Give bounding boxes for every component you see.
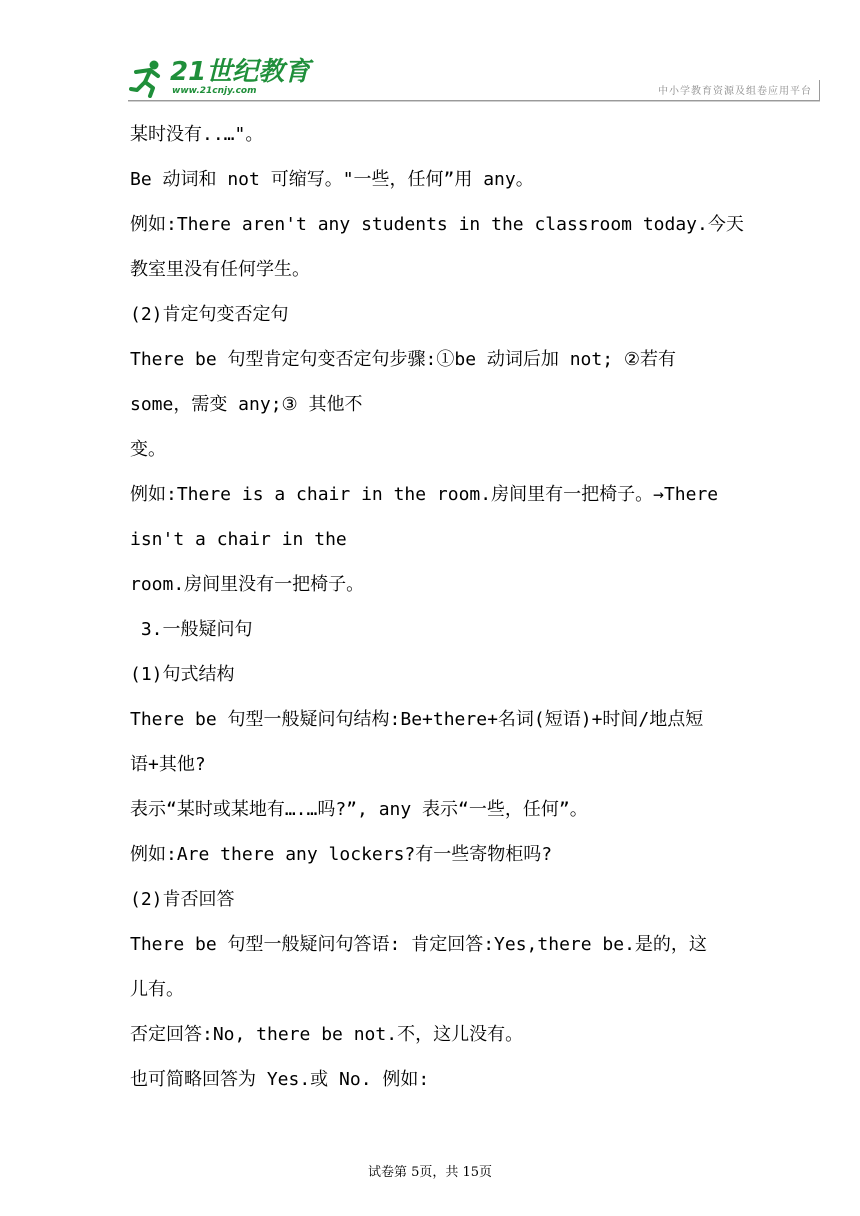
header-tagline: 中小学教育资源及组卷应用平台	[658, 86, 812, 97]
text-line: There be 句型一般疑问句结构:Be+there+名词(短语)+时间/地点短	[130, 709, 704, 730]
logo-text: 21世纪教育	[170, 57, 311, 87]
header-divider	[128, 100, 820, 102]
text-line: 例如:Are there any lockers?有一些寄物柜吗?	[130, 844, 553, 865]
logo-url: www.21cnjy.com	[172, 86, 257, 96]
header-divider-tick	[819, 80, 820, 100]
page-header	[128, 56, 820, 104]
text-line: some，需变 any;③ 其他不	[130, 394, 363, 415]
text-line: 儿有。	[130, 979, 184, 1000]
text-line: 表示“某时或某地有….…吗?”, any 表示“一些，任何”。	[130, 799, 588, 820]
section-heading: (2)肯定句变否定句	[130, 304, 289, 325]
text-line: isn't a chair in the	[130, 529, 347, 550]
runner-logo-icon	[128, 58, 168, 98]
site-logo[interactable]	[128, 56, 311, 100]
text-line: 某时没有..…"。	[130, 124, 264, 145]
section-heading: (2)肯否回答	[130, 889, 235, 910]
text-line: 也可简略回答为 Yes.或 No. 例如:	[130, 1069, 430, 1090]
text-line: Be 动词和 not 可缩写。"一些，任何”用 any。	[130, 169, 534, 190]
text-line: 例如:There aren't any students in the classroom today.今天	[130, 214, 744, 235]
section-heading: (1)句式结构	[130, 664, 235, 685]
text-line: room.房间里没有一把椅子。	[130, 574, 365, 595]
document-body	[130, 112, 744, 1102]
section-heading: 3.一般疑问句	[130, 619, 253, 640]
text-line: 例如:There is a chair in the room.房间里有一把椅子。→There	[130, 484, 719, 505]
text-line: 教室里没有任何学生。	[130, 259, 310, 280]
text-line: 否定回答:No, there be not.不，这儿没有。	[130, 1024, 524, 1045]
text-line: There be 句型肯定句变否定句步骤:①be 动词后加 not; ②若有	[130, 349, 677, 370]
page-number: 试卷第 5页，共 15页	[367, 1165, 493, 1180]
text-line: There be 句型一般疑问句答语: 肯定回答:Yes,there be.是的，这	[130, 934, 707, 955]
text-line: 语+其他?	[130, 754, 206, 775]
text-line: 变。	[130, 439, 166, 460]
